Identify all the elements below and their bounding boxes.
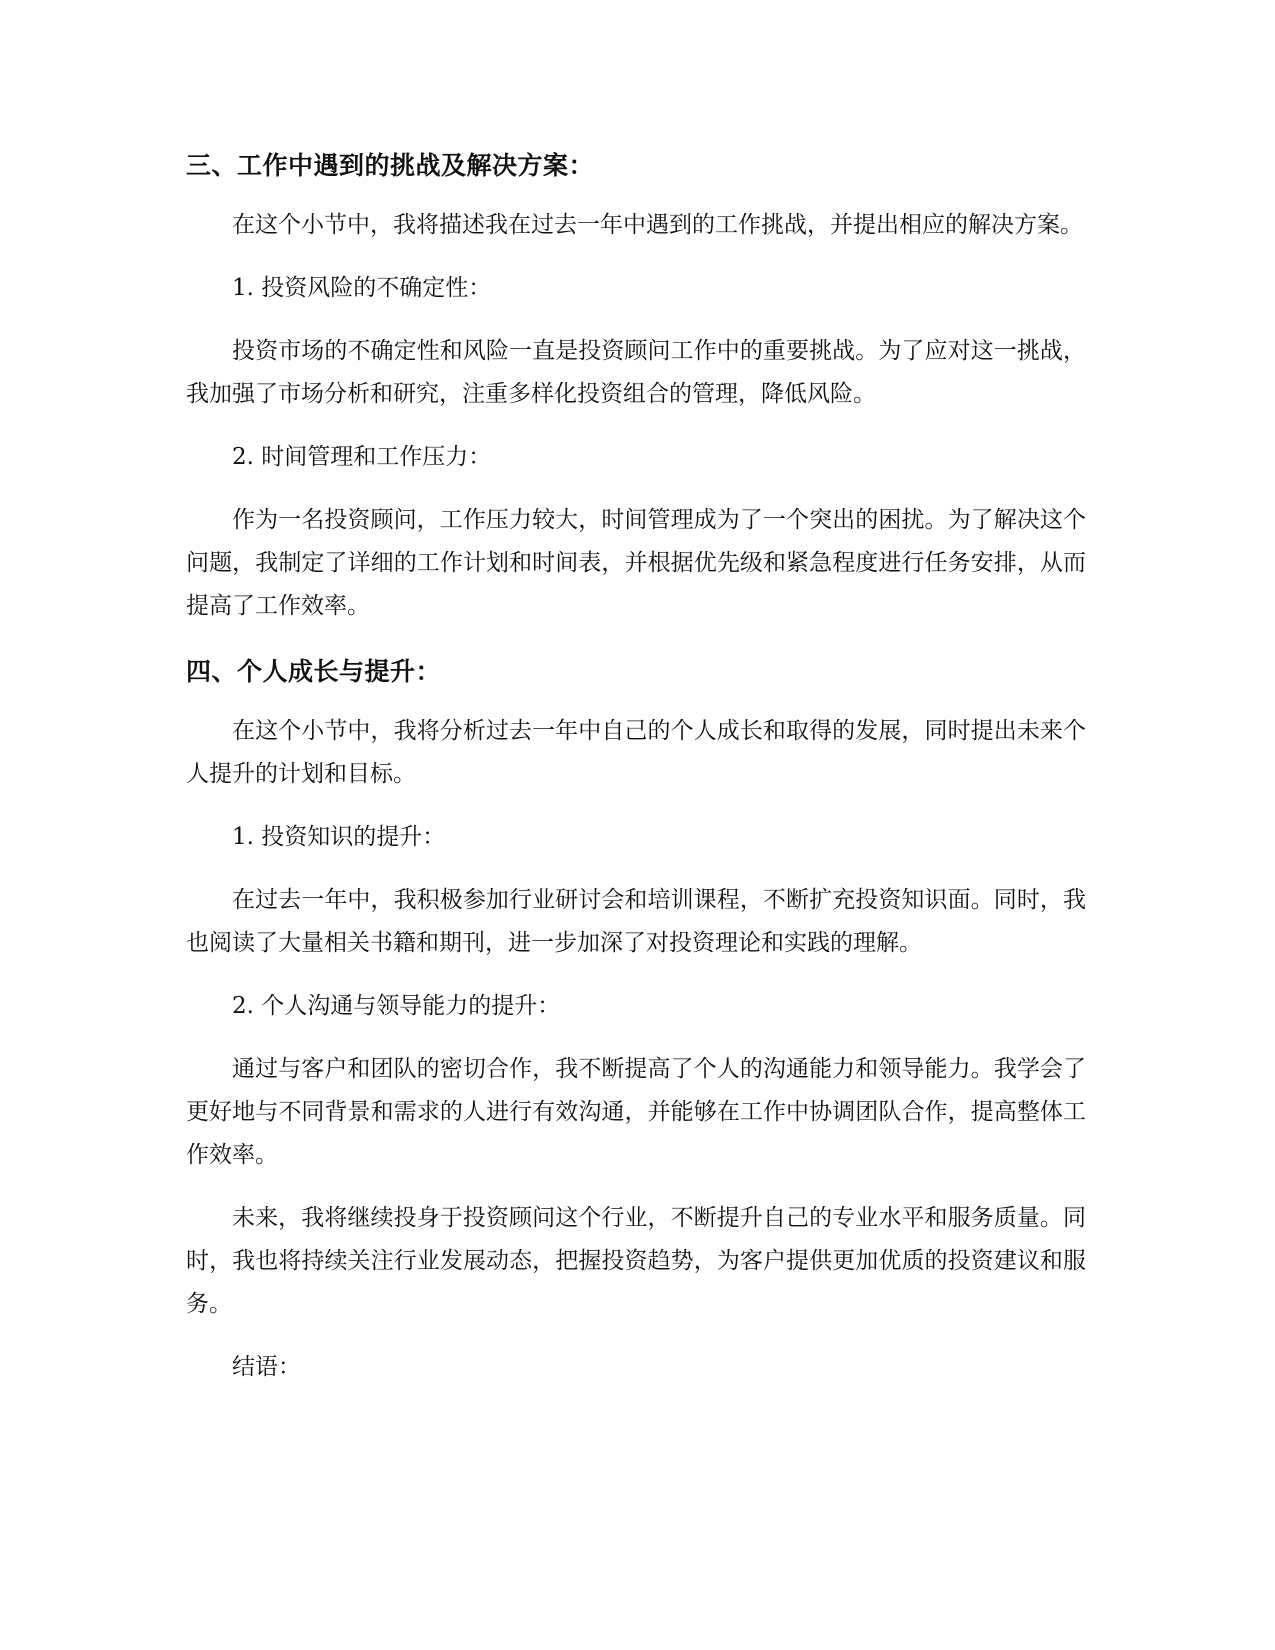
future-paragraph: 未来，我将继续投身于投资顾问这个行业，不断提升自己的专业水平和服务质量。同时，我也将持续关注行业发展动态，把握投资趋势，为客户提供更加优质的投资建议和服务。 [186, 1205, 1086, 1317]
section-intro: 在这个小节中，我将分析过去一年中自己的个人成长和取得的发展，同时提出未来个人提升的计划和目标。 [186, 718, 1086, 787]
item-title: 2. 时间管理和工作压力： [232, 444, 492, 470]
item-body: 作为一名投资顾问，工作压力较大，时间管理成为了一个突出的困扰。为了解决这个问题，我制定了详细的工作计划和时间表，并根据优先级和紧急程度进行任务安排，从而提高了工作效率。 [186, 507, 1086, 619]
conclusion-label: 结语： [232, 1354, 301, 1380]
document-body [186, 148, 1086, 1389]
item-title: 2. 个人沟通与领导能力的提升： [232, 993, 561, 1019]
item-body: 投资市场的不确定性和风险一直是投资顾问工作中的重要挑战。为了应对这一挑战，我加强了市场分析和研究，注重多样化投资组合的管理，降低风险。 [186, 338, 1086, 407]
item-title: 1. 投资风险的不确定性： [232, 275, 492, 301]
item-title: 1. 投资知识的提升： [232, 824, 446, 850]
item-body: 在过去一年中，我积极参加行业研讨会和培训课程，不断扩充投资知识面。同时，我也阅读了大量相关书籍和期刊，进一步加深了对投资理论和实践的理解。 [186, 887, 1086, 956]
section-intro: 在这个小节中，我将描述我在过去一年中遇到的工作挑战，并提出相应的解决方案。 [232, 212, 1083, 238]
section-heading-growth: 四、个人成长与提升： [186, 657, 442, 686]
item-body: 通过与客户和团队的密切合作，我不断提高了个人的沟通能力和领导能力。我学会了更好地与不同背景和需求的人进行有效沟通，并能够在工作中协调团队合作，提高整体工作效率。 [186, 1056, 1086, 1168]
section-heading-challenges: 三、工作中遇到的挑战及解决方案： [186, 151, 595, 180]
